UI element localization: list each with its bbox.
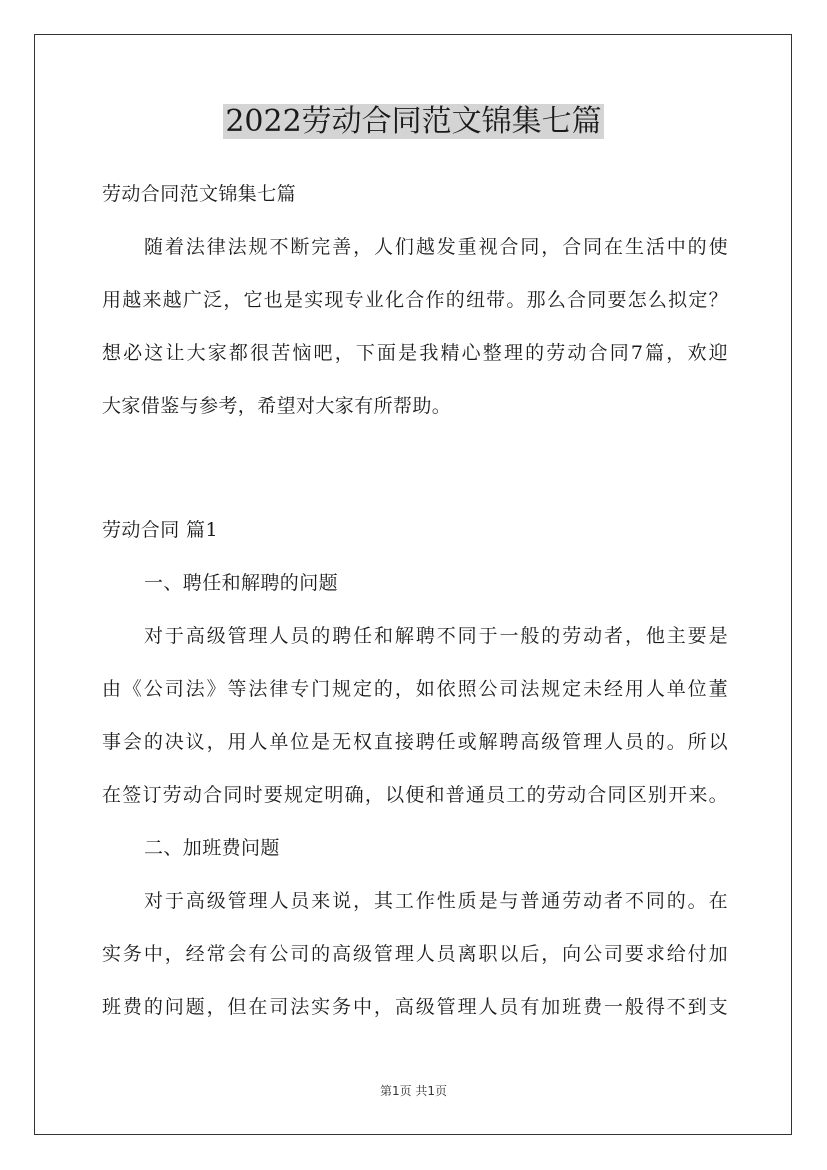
blank-spacer — [102, 437, 728, 490]
document-body — [102, 172, 728, 1038]
intro-line-4: 大家借鉴与参考，希望对大家有所帮助。 — [102, 395, 452, 417]
document-title-text: 2022劳动合同范文锦集七篇 — [225, 104, 602, 139]
subtitle-line: 劳动合同范文锦集七篇 — [102, 183, 297, 205]
intro-line-1: 随着法律法规不断完善，人们越发重视合同，合同在生活中的使 — [144, 236, 728, 258]
blank-spacer-small — [102, 490, 728, 508]
para-2-line-1: 对于高级管理人员来说，其工作性质是与普通劳动者不同的。在 — [144, 890, 728, 912]
section-heading: 劳动合同 篇1 — [102, 519, 218, 541]
subheading-1: 一、聘任和解聘的问题 — [144, 572, 339, 594]
para-1-line-1: 对于高级管理人员的聘任和解聘不同于一般的劳动者，他主要是 — [144, 625, 728, 647]
para-2-line-3: 班费的问题，但在司法实务中，高级管理人员有加班费一般得不到支 — [102, 996, 728, 1018]
para-1-line-3: 事会的决议，用人单位是无权直接聘任或解聘高级管理人员的。所以 — [102, 731, 728, 753]
page-footer: 第1页 共1页 — [379, 1084, 448, 1098]
intro-line-3: 想必这让大家都很苦恼吧，下面是我精心整理的劳动合同7篇，欢迎 — [102, 342, 728, 364]
subheading-2: 二、加班费问题 — [144, 837, 280, 859]
para-2-line-2: 实务中，经常会有公司的高级管理人员离职以后，向公司要求给付加 — [102, 943, 728, 965]
document-title — [0, 100, 827, 144]
para-1-line-2: 由《公司法》等法律专门规定的，如依照公司法规定未经用人单位董 — [102, 678, 728, 700]
para-1-line-4: 在签订劳动合同时要规定明确，以便和普通员工的劳动合同区别开来。 — [102, 784, 728, 806]
intro-line-2: 用越来越广泛，它也是实现专业化合作的纽带。那么合同要怎么拟定？ — [102, 289, 728, 311]
